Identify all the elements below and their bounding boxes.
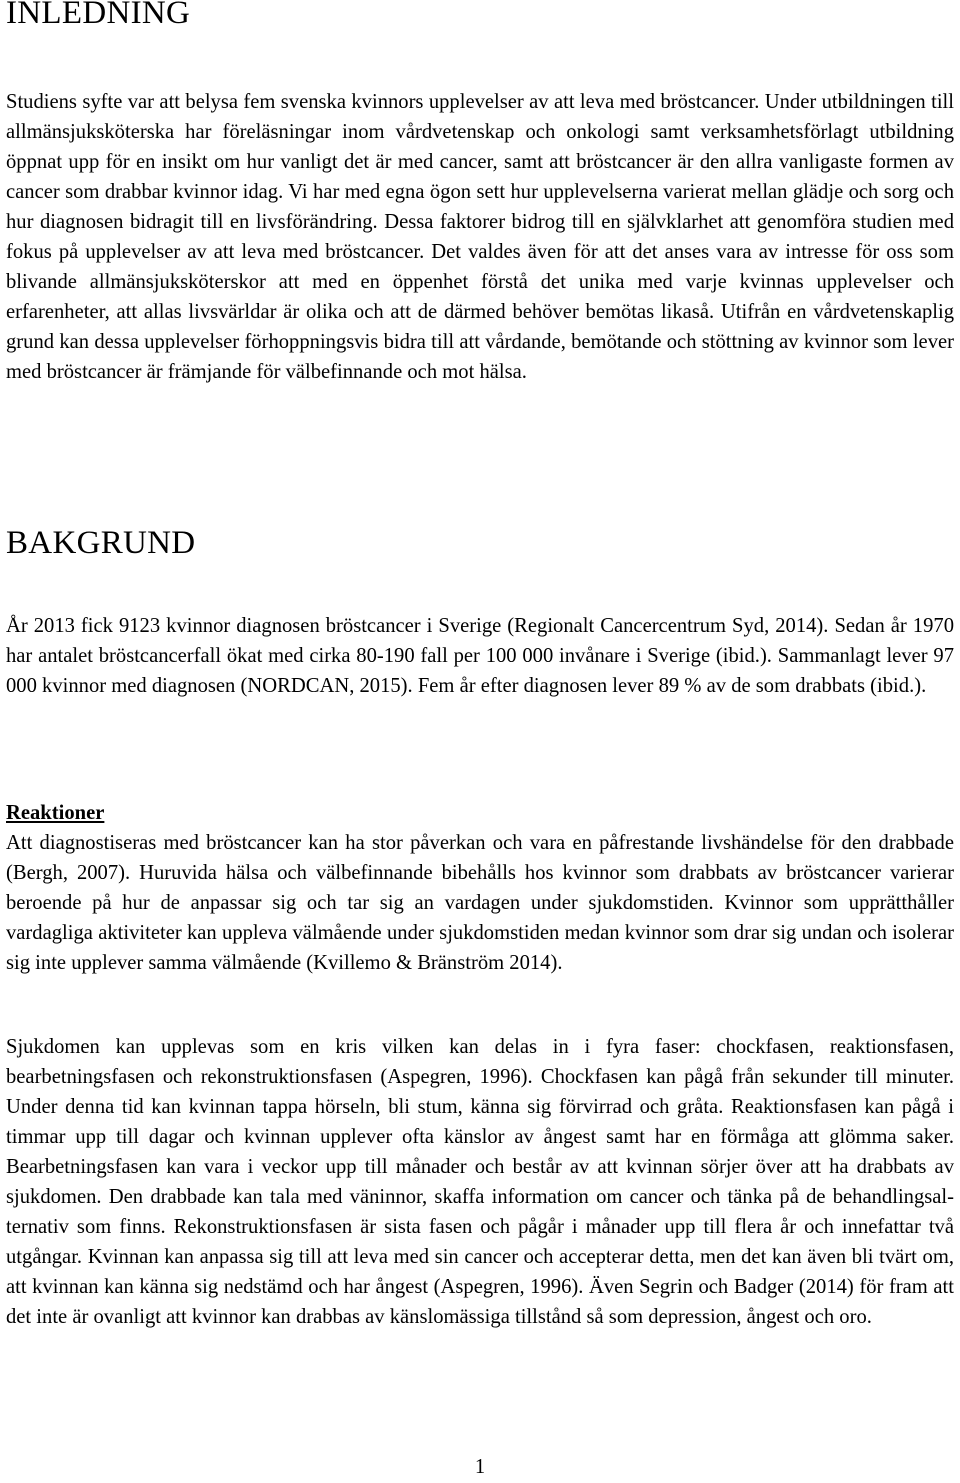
reaktioner-subheading: Reaktioner (6, 802, 105, 824)
reaktioner-paragraph-1: Att diagnostiseras med bröstcancer kan ha stor påverkan och vara en påfrestande livshändelse för den drabbade (Bergh, 2007). Huruvida hälsa och välbefinnande bibehålls hos kvinnor som drabbats av bröstcancer varierar beroende på hur de anpassar sig och tar sig an vardagen under sjukdomstiden. Kvinnor som upprätthåller vardagliga aktiviteter kan uppleva välmående under sjukdomstiden medan kvinnor som drar sig undan och isolerar sig inte upplever samma välmående (Kvillemo & Bränström 2014). (6, 832, 954, 974)
bakgrund-paragraph: År 2013 fick 9123 kvinnor diagnosen bröstcancer i Sverige (Regionalt Cancercentrum Syd, 2014). Sedan år 1970 har antalet bröstcancerfall ökat med cirka 80-190 fall per 100 000 invånare i Sverige (ibid.). Sammanlagt lever 97 000 kvinnor med diagnosen (NORDCAN, 2015). Fem år efter diagnosen lever 89 % av de som drabbats (ibid.). (6, 615, 954, 697)
bakgrund-heading: BAKGRUND (6, 525, 196, 561)
inledning-paragraph: Studiens syfte var att belysa fem svenska kvinnors upplevelser av att leva med bröstcancer. Under utbildningen till allmänsjuksköterska har föreläsningar inom vårdvetenskap och onkologi samt verksamhetsförlagt utbildning öppnat upp för en insikt om hur vanligt det är med cancer, samt att bröstcancer är den allra vanligaste formen av cancer som drabbar kvinnor idag. Vi har med egna ögon sett hur upplevelserna varierat mellan glädje och sorg och hur diagnosen bidragit till en livsförändring. Dessa faktorer bidrog till en självklarhet att genomföra studien med fokus på upplevelser av att leva med bröstcancer. Det valdes även för att det anses vara av intresse för oss som blivande allmänsjuksköterskor att med en öppenhet förstå det unika med varje kvinnas upplevelser och erfarenheter, att allas livsvärldar är olika och att de därmed behöver bemötas likaså. Utifrån en vårdvetenskaplig grund kan dessa upplevelser förhoppningsvis bidra till att vårdande, bemötande och stöttning av kvinnor som lever med bröstcancer är främjande för välbefinnande och mot hälsa. (6, 91, 954, 383)
page-number: 1 (474, 1456, 486, 1478)
reaktioner-paragraph-2: Sjukdomen kan upplevas som en kris vilken kan delas in i fyra faser: chockfasen, reaktionsfasen, bearbetningsfasen och rekonstruktionsfasen (Aspegren, 1996). Chockfasen kan pågå från sekunder till minuter. Under denna tid kan kvinnan tappa hörseln, bli stum, känna sig förvirrad och gråta. Reaktionsfasen kan pågå i timmar upp till dagar och kvinnan upplever ofta känslor av ångest samt har en förmåga att glömma saker. Bearbetningsfasen kan vara i veckor upp till månader och består av att kvinnan sörjer över att ha drabbats av sjukdomen. Den drabbade kan tala med väninnor, skaffa information om cancer och tänka på de behandlingsalternativ som finns. Rekonstruktionsfasen är sista fasen och pågår i månader upp till flera år och innefattar två utgångar. Kvinnan kan anpassa sig till att leva med sin cancer och accepterar detta, men det kan även bli tvärt om, att kvinnan kan känna sig nedstämd och har ångest (Aspegren, 1996). Även Segrin och Badger (2014) för fram att det inte är ovanligt att kvinnor kan drabbas av känslomässiga tillstånd så som depression, ångest och oro. (6, 1036, 954, 1328)
inledning-heading: INLEDNING (6, 0, 191, 31)
